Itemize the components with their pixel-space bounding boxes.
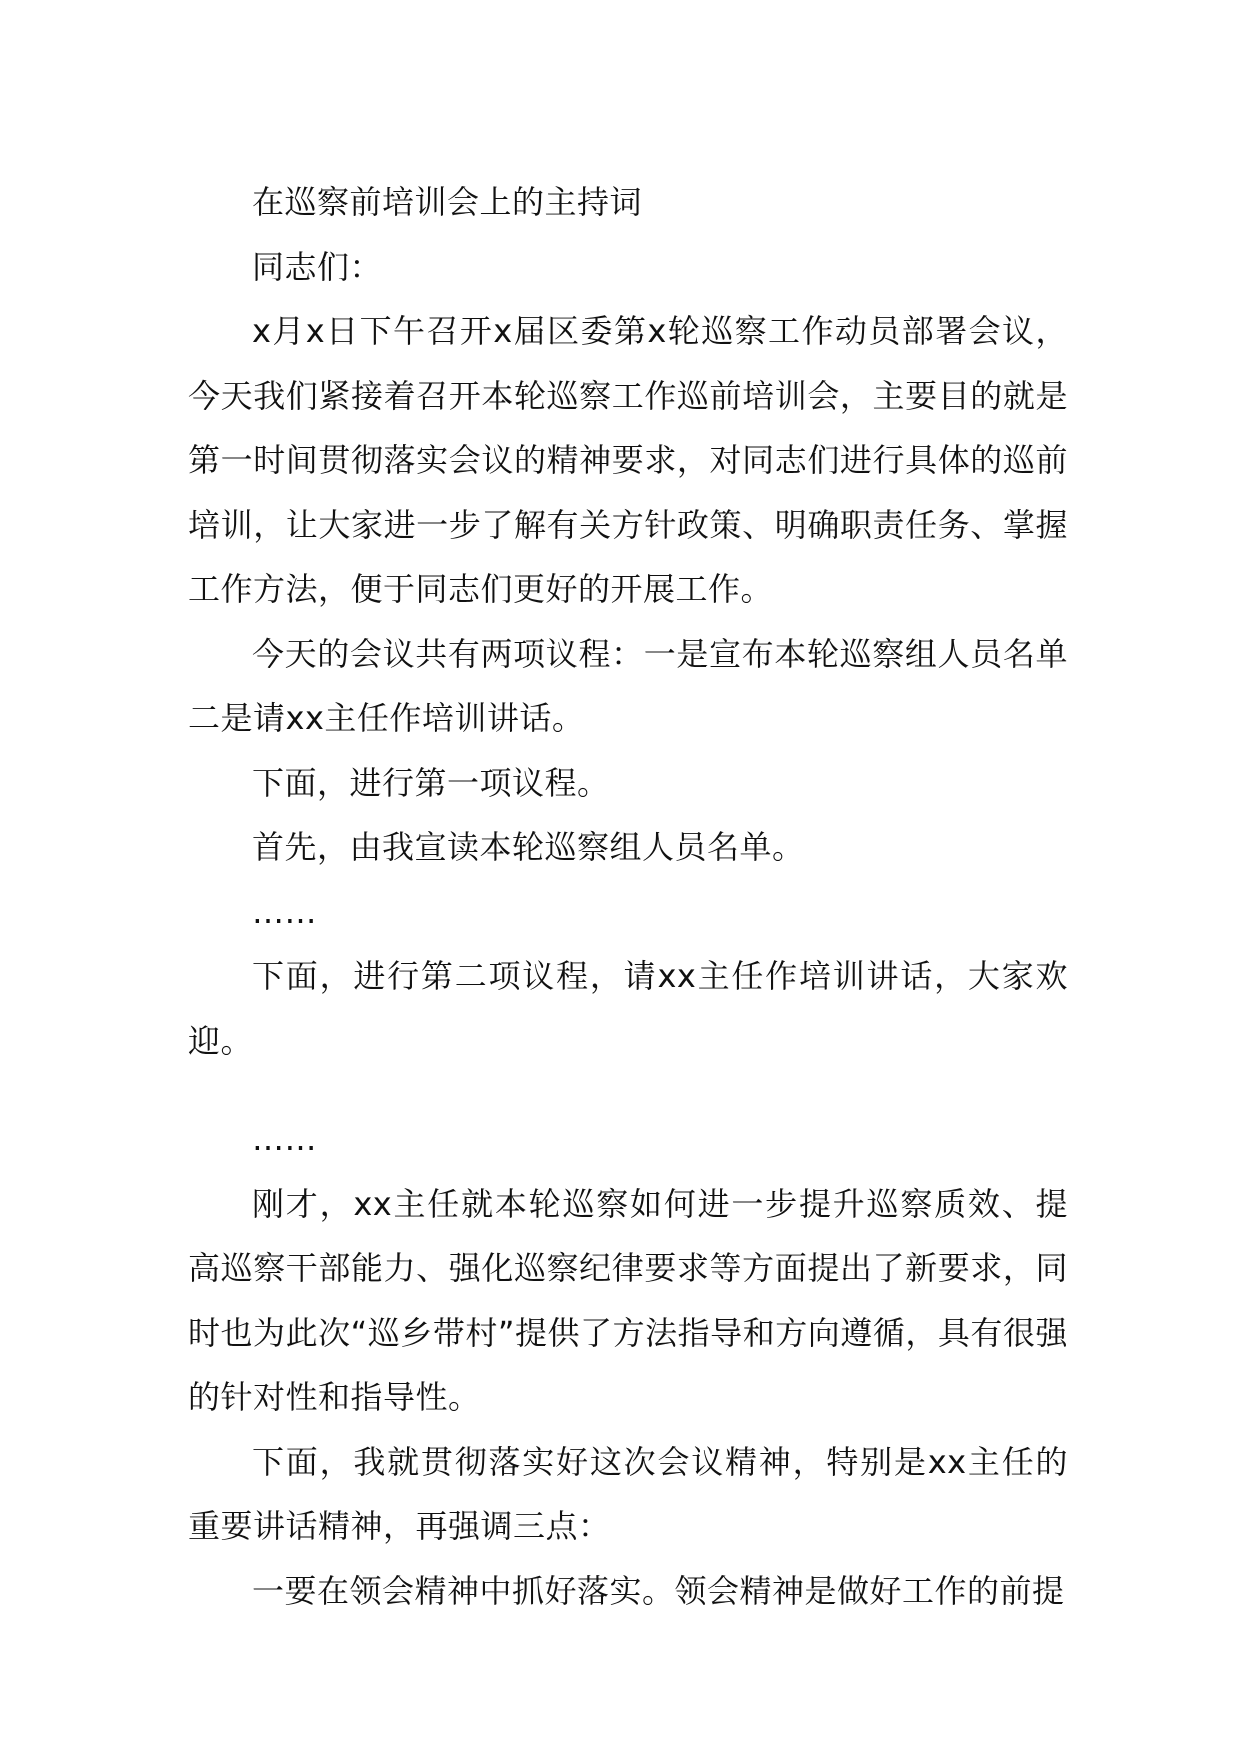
paragraph-point-one: 一要在领会精神中抓好落实。领会精神是做好工作的前提 [252,1571,1065,1610]
paragraph-first-item: 下面，进行第一项议程。 [252,763,610,802]
spacer [188,1073,1068,1107]
paragraph-opening: x月x日下午召开x届区委第x轮巡察工作动员部署会议，今天我们紧接着召开本轮巡察工作巡前培训会，主要目的就是第一时间贯彻落实会议的精神要求，对同志们进行具体的巡前培训，让大家进一步了解有关方针政策、明确职责任务、掌握工作方法，便于同志们更好的开展工作。 [188,312,1068,608]
document-body [188,170,1068,1623]
paragraph-summary: 刚才，xx主任就本轮巡察如何进一步提升巡察质效、提高巡察干部能力、强化巡察纪律要求等方面提出了新要求，同时也为此次“巡乡带村”提供了方法指导和方向遵循，具有很强的针对性和指导性。 [188,1184,1068,1416]
paragraph-second-item: 下面，进行第二项议程，请xx主任作培训讲话，大家欢迎。 [188,957,1068,1060]
salutation: 同志们： [252,247,383,286]
paragraph-emphasis: 下面，我就贯彻落实好这次会议精神，特别是xx主任的重要讲话精神，再强调三点： [188,1442,1068,1545]
paragraph-agenda: 今天的会议共有两项议程：一是宣布本轮巡察组人员名单二是请xx主任作培训讲话。 [188,634,1068,737]
ellipsis-2: …… [252,1120,317,1158]
ellipsis-1: …… [252,892,317,931]
paragraph-read-list: 首先，由我宣读本轮巡察组人员名单。 [252,828,805,866]
document-title: 在巡察前培训会上的主持词 [252,183,643,221]
